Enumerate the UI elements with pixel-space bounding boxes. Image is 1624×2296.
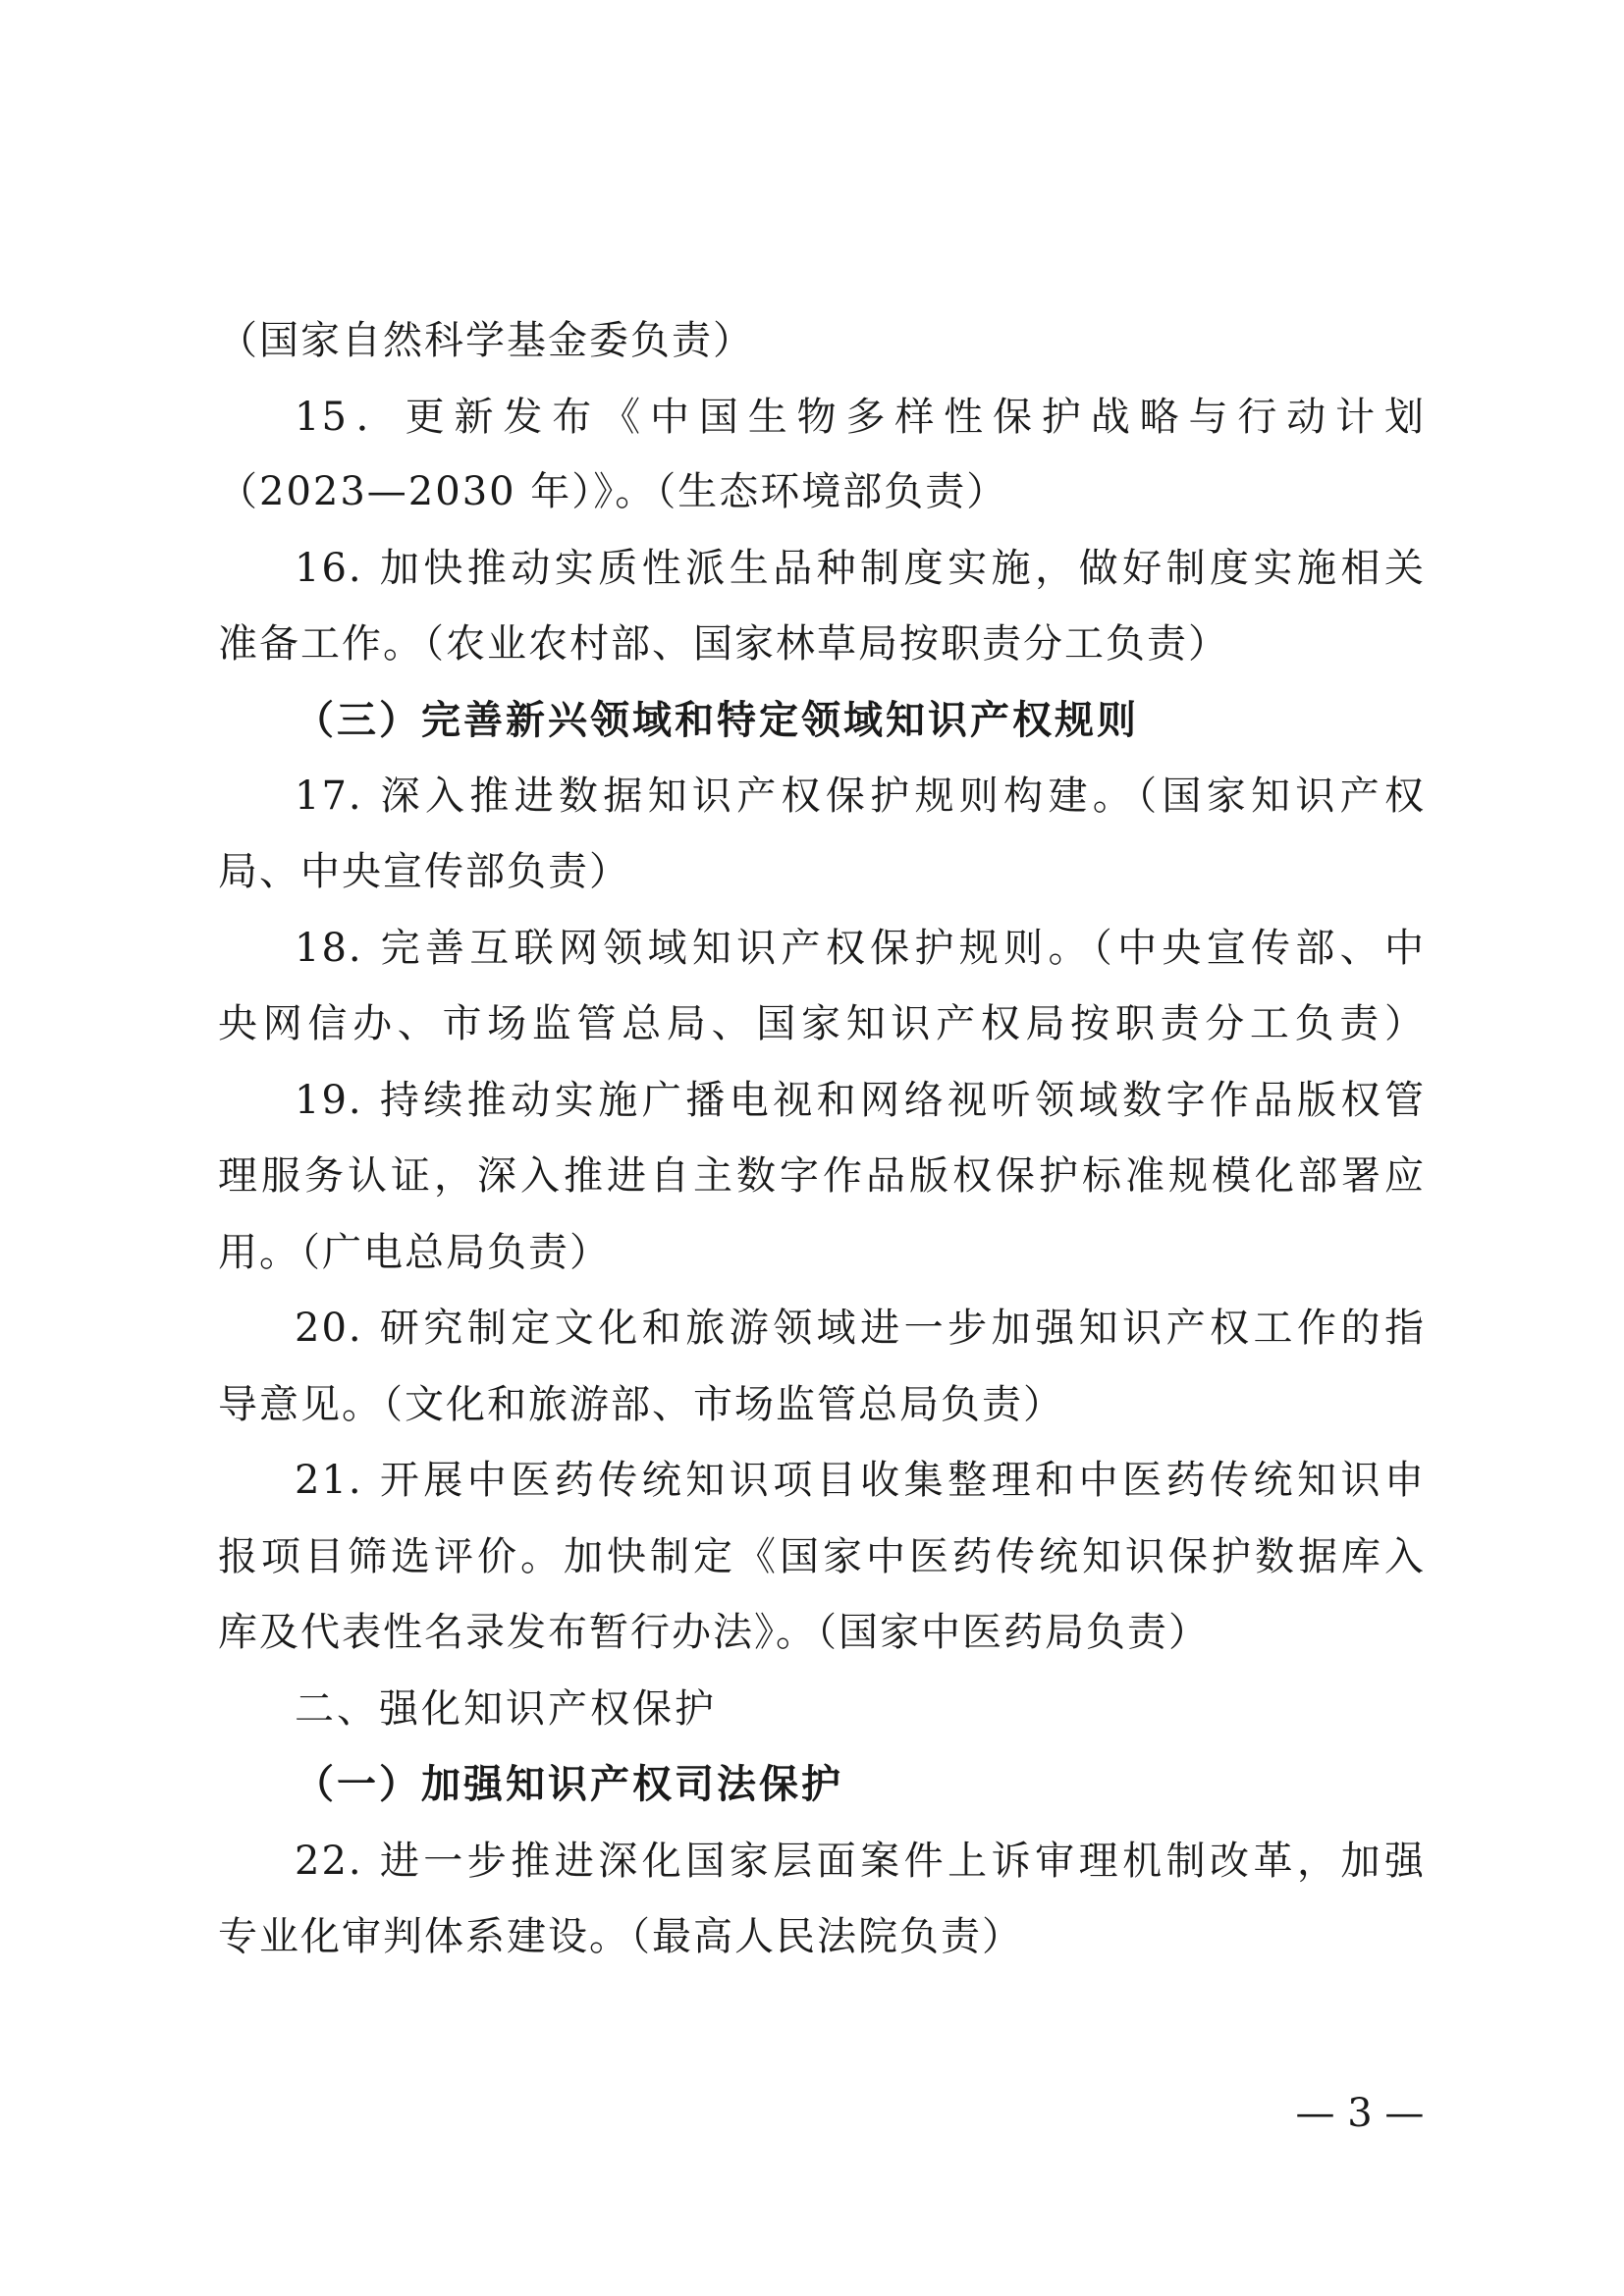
item-16-line-2: 准备工作。（农业农村部、国家林草局按职责分工负责） xyxy=(218,621,1229,667)
chapter-heading-2: 二、强化知识产权保护 xyxy=(295,1686,717,1732)
item-22-line-1: 22. 进一步推进深化国家层面案件上诉审理机制改革，加强 xyxy=(295,1839,1426,1884)
item-16-line-1: 16. 加快推动实质性派生品种制度实施，做好制度实施相关 xyxy=(295,546,1426,591)
item-21-line-1: 21. 开展中医药传统知识项目收集整理和中医药传统知识申 xyxy=(295,1458,1426,1503)
item-18-line-1: 18. 完善互联网领域知识产权保护规则。（中央宣传部、中 xyxy=(295,926,1426,971)
item-15-line-1: 15．更新发布《中国生物多样性保护战略与行动计划 xyxy=(295,395,1426,440)
item-17-line-1: 17. 深入推进数据知识产权保护规则构建。（国家知识产权 xyxy=(295,774,1426,819)
item-15-line-2: （2023—2030 年）》。（生态环境部负责） xyxy=(218,469,1008,514)
item-20-line-1: 20. 研究制定文化和旅游领域进一步加强知识产权工作的指 xyxy=(295,1306,1426,1351)
item-19-line-3: 用。（广电总局负责） xyxy=(218,1230,611,1275)
section-heading-3: （三）完善新兴领域和特定领域知识产权规则 xyxy=(295,698,1139,743)
item-22-line-2: 专业化审判体系建设。（最高人民法院负责） xyxy=(218,1914,1023,1959)
item-21-line-2: 报项目筛选评价。加快制定《国家中医药传统知识保护数据库入 xyxy=(218,1534,1426,1579)
text-line-1: （国家自然科学基金委负责） xyxy=(218,318,754,363)
item-18-line-2: 央网信办、市场监管总局、国家知识产权局按职责分工负责） xyxy=(218,1001,1426,1046)
item-17-line-2: 局、中央宣传部负责） xyxy=(218,849,630,894)
item-21-line-3: 库及代表性名录发布暂行办法》。（国家中医药局负责） xyxy=(218,1610,1210,1655)
item-20-line-2: 导意见。（文化和旅游部、市场监管总局负责） xyxy=(218,1382,1064,1427)
page-number: — 3 — xyxy=(1295,2091,1425,2136)
item-19-line-1: 19. 持续推动实施广播电视和网络视听领域数字作品版权管 xyxy=(295,1078,1426,1123)
item-19-line-2: 理服务认证，深入推进自主数字作品版权保护标准规模化部署应 xyxy=(218,1153,1426,1199)
section-heading-1: （一）加强知识产权司法保护 xyxy=(295,1762,843,1807)
